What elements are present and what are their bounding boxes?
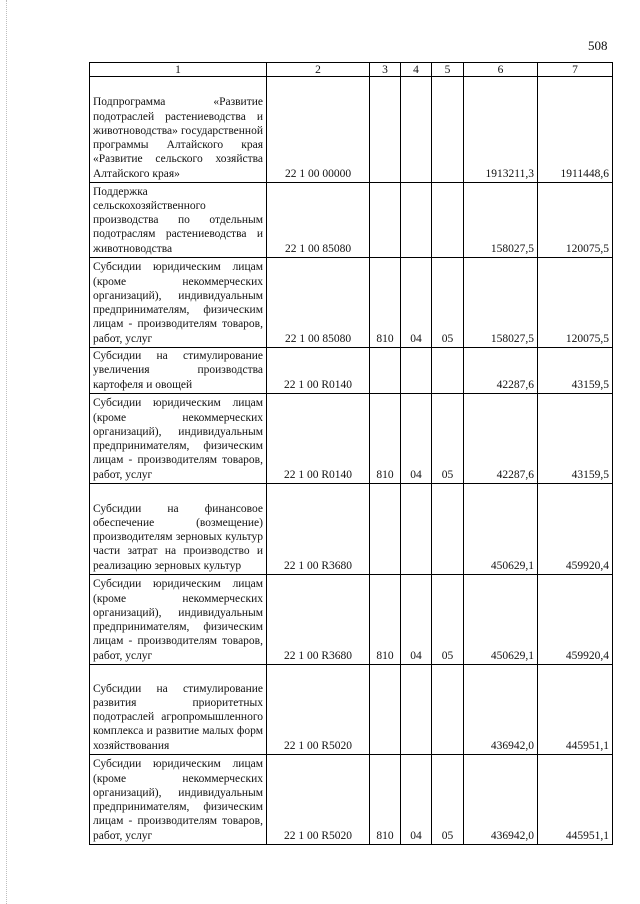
column-header: 5	[432, 63, 464, 77]
page-number: 508	[588, 38, 608, 53]
row-description: Субсидии на стимулирование увеличения производства картофеля и овощей	[90, 348, 267, 394]
row-description: Поддержка сельскохозяйственного производства по отдельным подотраслям растениеводства и животноводства	[90, 183, 267, 258]
row-expense-type	[370, 665, 401, 755]
row-description: Субсидии юридическим лицам (кроме некоммерческих организаций), индивидуальным предпринимателям, физическим лицам - производителям товаров, работ, услуг	[90, 394, 267, 484]
row-expense-type	[370, 77, 401, 183]
row-expense-type	[370, 348, 401, 394]
row-description: Субсидии юридическим лицам (кроме некоммерческих организаций), индивидуальным предпринимателям, физическим лицам - производителям товаров, работ, услуг	[90, 258, 267, 348]
column-header: 3	[370, 63, 401, 77]
row-target-code: 22 1 00 85080	[267, 183, 370, 258]
row-expense-type: 810	[370, 258, 401, 348]
row-target-code: 22 1 00 R3680	[267, 484, 370, 575]
row-subsection: 05	[432, 755, 464, 845]
left-margin-line	[6, 0, 7, 904]
row-description: Субсидии юридическим лицам (кроме некоммерческих организаций), индивидуальным предпринимателям, физическим лицам - производителям товаров, работ, услуг	[90, 755, 267, 845]
row-amount-year1: 436942,0	[464, 665, 538, 755]
table-row	[90, 183, 613, 258]
row-target-code: 22 1 00 R5020	[267, 755, 370, 845]
row-section: 04	[401, 394, 432, 484]
row-amount-year2: 445951,1	[538, 755, 613, 845]
column-header: 1	[90, 63, 267, 77]
column-header: 2	[267, 63, 370, 77]
row-description: Субсидии юридическим лицам (кроме некоммерческих организаций), индивидуальным предпринимателям, физическим лицам - производителям товаров, работ, услуг	[90, 575, 267, 665]
row-description: Подпрограмма «Развитие подотраслей растениеводства и животноводства» государственной программы Алтайского края «Развитие сельского хозяйства Алтайского края»	[90, 77, 267, 183]
row-section: 04	[401, 258, 432, 348]
row-amount-year2: 120075,5	[538, 258, 613, 348]
row-section: 04	[401, 755, 432, 845]
row-section	[401, 77, 432, 183]
table-row	[90, 348, 613, 394]
row-description: Субсидии на финансовое обеспечение (возмещение) производителям зерновых культур части затрат на производство и реализацию зерновых культур	[90, 484, 267, 575]
row-amount-year1: 450629,1	[464, 575, 538, 665]
row-amount-year2: 459920,4	[538, 484, 613, 575]
row-section	[401, 665, 432, 755]
table-row	[90, 77, 613, 183]
row-expense-type: 810	[370, 575, 401, 665]
row-description: Субсидии на стимулирование развития приоритетных подотраслей агропромышленного комплекса и развитие малых форм хозяйствования	[90, 665, 267, 755]
row-amount-year1: 158027,5	[464, 183, 538, 258]
table-row	[90, 575, 613, 665]
row-amount-year1: 436942,0	[464, 755, 538, 845]
row-subsection	[432, 484, 464, 575]
row-amount-year1: 450629,1	[464, 484, 538, 575]
table-row	[90, 258, 613, 348]
row-amount-year2: 120075,5	[538, 183, 613, 258]
row-amount-year1: 42287,6	[464, 348, 538, 394]
column-header: 6	[464, 63, 538, 77]
row-subsection	[432, 77, 464, 183]
row-section	[401, 484, 432, 575]
row-amount-year2: 445951,1	[538, 665, 613, 755]
row-subsection: 05	[432, 258, 464, 348]
column-header: 7	[538, 63, 613, 77]
row-amount-year1: 158027,5	[464, 258, 538, 348]
column-header: 4	[401, 63, 432, 77]
row-target-code: 22 1 00 R5020	[267, 665, 370, 755]
table-row	[90, 755, 613, 845]
row-target-code: 22 1 00 R0140	[267, 348, 370, 394]
row-subsection	[432, 348, 464, 394]
row-subsection: 05	[432, 394, 464, 484]
row-target-code: 22 1 00 00000	[267, 77, 370, 183]
row-amount-year2: 1911448,6	[538, 77, 613, 183]
row-amount-year1: 42287,6	[464, 394, 538, 484]
table-row	[90, 394, 613, 484]
table-row	[90, 665, 613, 755]
row-section	[401, 348, 432, 394]
row-expense-type: 810	[370, 755, 401, 845]
budget-table	[89, 62, 613, 845]
row-target-code: 22 1 00 85080	[267, 258, 370, 348]
row-subsection	[432, 183, 464, 258]
row-expense-type	[370, 484, 401, 575]
row-amount-year2: 43159,5	[538, 394, 613, 484]
row-section	[401, 183, 432, 258]
row-amount-year2: 459920,4	[538, 575, 613, 665]
table-header-row	[90, 63, 613, 77]
row-expense-type: 810	[370, 394, 401, 484]
row-expense-type	[370, 183, 401, 258]
row-section: 04	[401, 575, 432, 665]
row-amount-year1: 1913211,3	[464, 77, 538, 183]
row-subsection: 05	[432, 575, 464, 665]
table-row	[90, 484, 613, 575]
row-target-code: 22 1 00 R0140	[267, 394, 370, 484]
row-amount-year2: 43159,5	[538, 348, 613, 394]
row-subsection	[432, 665, 464, 755]
row-target-code: 22 1 00 R3680	[267, 575, 370, 665]
